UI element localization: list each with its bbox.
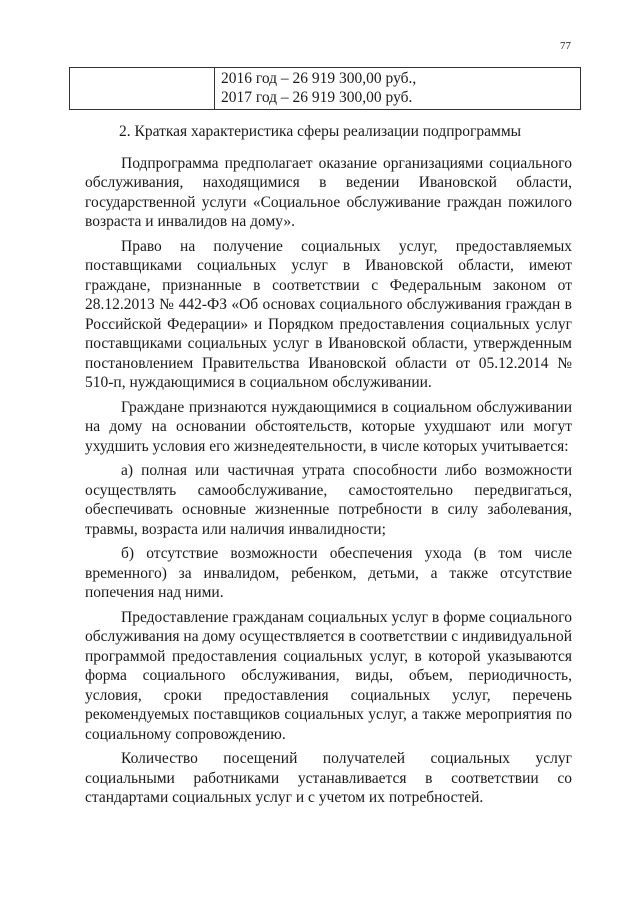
paragraph-individual-program: Предоставление гражданам социальных услуг в форме социального обслуживания на дому осуществляется в соответствии с индивидуальной программой предоставления социальных услуг, в которой указываются форма социального обслуживания, виды, объем, периодичность, условия, сроки предоставления социальных услуг, перечень рекомендуемых поставщиков социальных услуг, а также мероприятия по социальному сопровождению. (85, 608, 572, 743)
table-cell-empty (70, 68, 215, 110)
paragraph-visit-count: Количество посещений получателей социальных услуг социальными работниками устанавливается в соответствии со стандартами социальных услуг и с учетом их потребностей. (85, 750, 572, 806)
funding-line-2017: 2017 год – 26 919 300,00 руб. (221, 88, 413, 106)
paragraph-criterion-b: б) отсутствие возможности обеспечения ухода (в том числе временного) за инвалидом, ребенком, детьми, а также отсутствие попечения над ними. (85, 545, 572, 601)
funding-line-2016: 2016 год – 26 919 300,00 руб., (221, 70, 417, 87)
table-cell-funding (215, 68, 581, 110)
page-number: 77 (560, 40, 571, 52)
paragraph-criterion-a: а) полная или частичная утрата способности либо возможности осуществлять самообслуживание, самостоятельно передвигаться, обеспечивать основные жизненные потребности в силу заболевания, травмы, возраста или наличия инвалидности; (85, 462, 572, 538)
table-row (70, 68, 581, 110)
paragraph-need-criteria: Граждане признаются нуждающимися в социальном обслуживании на дому на основании обстоятельств, которые ухудшают или могут ухудшить условия его жизнедеятельности, в числе которых учитывается: (85, 398, 572, 455)
section-content (85, 122, 572, 813)
funding-table (69, 67, 581, 110)
section-heading: 2. Краткая характеристика сферы реализации подпрограммы (119, 123, 522, 140)
paragraph-eligibility: Право на получение социальных услуг, предоставляемых поставщиками социальных услуг в Ивановской области, имеют граждане, признанные в соответствии с Федеральным законом от 28.12.2013 № 442-ФЗ «Об основах социального обслуживания граждан в Российской Федерации» и Порядком предоставления социальных услуг поставщиками социальных услуг в Ивановской области, утвержденным постановлением Правительства Ивановской области от 05.12.2014 № 510-п, нуждающимися в социальном обслуживании. (85, 237, 572, 391)
paragraph-service-description: Подпрограмма предполагает оказание организациями социального обслуживания, находящимися в ведении Ивановской области, государственной услуги «Социальное обслуживание граждан пожилого возраста и инвалидов на дому». (85, 154, 572, 230)
